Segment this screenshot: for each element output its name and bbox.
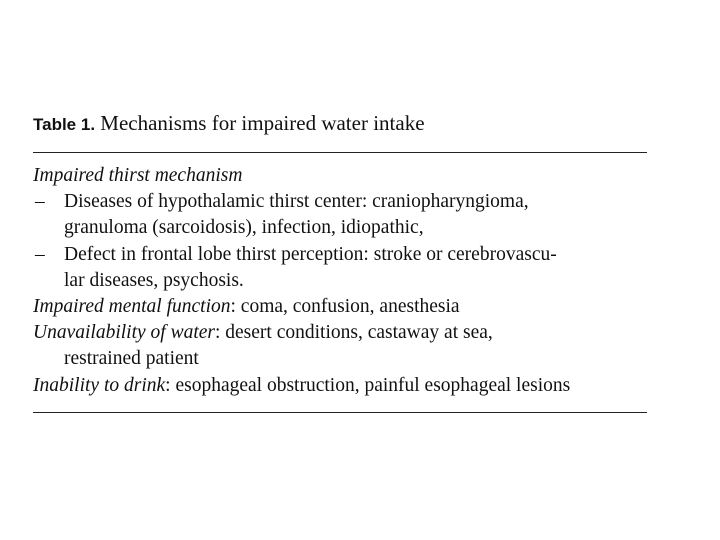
entry-continuation: restrained patient	[64, 348, 199, 370]
entry-detail: : esophageal obstruction, painful esophageal lesions	[165, 374, 571, 396]
list-item	[33, 189, 647, 215]
table-caption	[33, 109, 647, 137]
table-1	[33, 109, 647, 413]
top-rule	[33, 152, 647, 153]
entry-term: Impaired mental function	[33, 295, 231, 317]
section-heading-thirst: Impaired thirst mechanism	[33, 165, 243, 186]
table-label: Table 1.	[33, 115, 96, 134]
dash-marker: –	[35, 243, 45, 265]
list-item-continuation: lar diseases, psychosis.	[64, 269, 244, 291]
entry-term: Unavailability of water	[33, 322, 215, 344]
list-item-continuation: granuloma (sarcoidosis), infection, idiopathic,	[64, 217, 424, 239]
table-title: Mechanisms for impaired water intake	[95, 111, 425, 135]
list-item-text: Diseases of hypothalamic thirst center: craniopharyngioma,	[64, 191, 529, 213]
entry-detail: : desert conditions, castaway at sea,	[214, 322, 493, 344]
entry-inability-to-drink	[33, 373, 647, 399]
entry-water-availability	[33, 320, 647, 346]
entry-term: Inability to drink	[33, 374, 166, 396]
entry-mental-function	[33, 294, 647, 320]
list-item-text: Defect in frontal lobe thirst perception: stroke or cerebrovascu-	[64, 243, 557, 265]
bottom-rule	[33, 412, 647, 413]
dash-marker: –	[35, 191, 45, 213]
entry-detail: : coma, confusion, anesthesia	[230, 295, 460, 317]
table-body	[33, 163, 647, 399]
list-item	[33, 242, 647, 268]
